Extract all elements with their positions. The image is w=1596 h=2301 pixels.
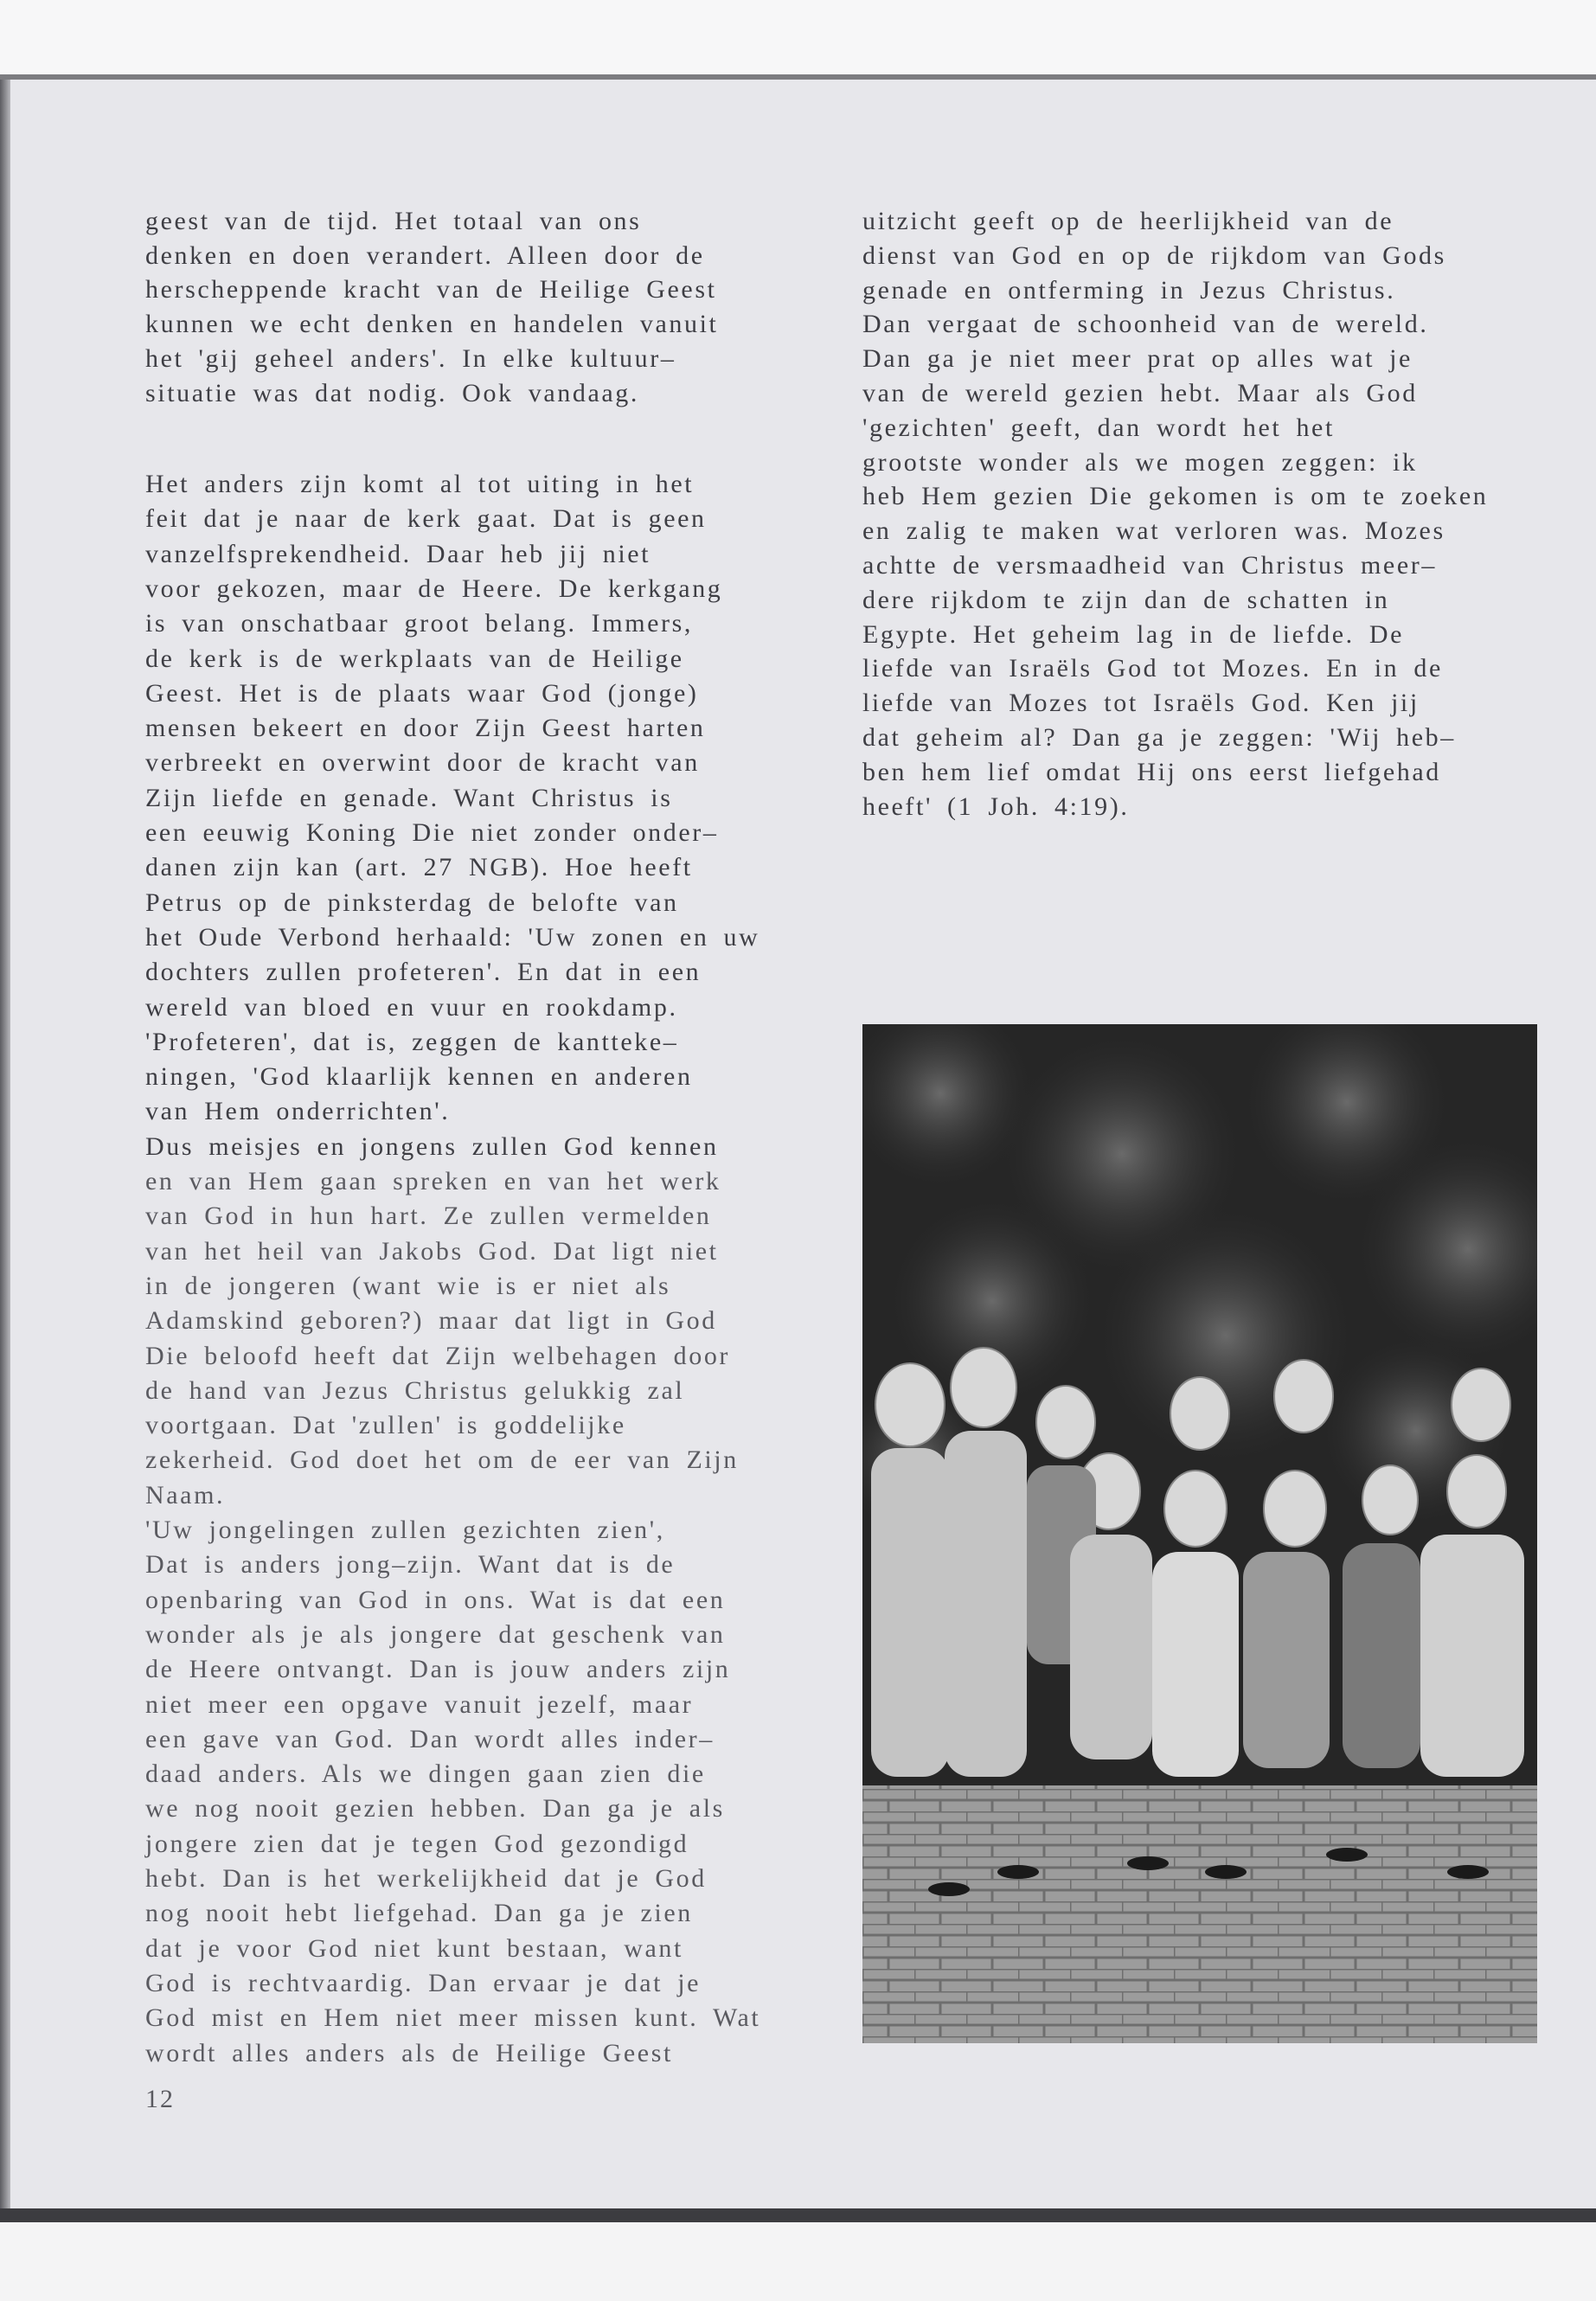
text-line: Naam. (145, 1480, 226, 1509)
text-line: vanzelfsprekendheid. Daar heb jij niet (145, 539, 651, 568)
text-line: voortgaan. Dat 'zullen' is goddelijke (145, 1411, 626, 1440)
text-line: nog nooit hebt liefgehad. Dan ga je zien (145, 1899, 693, 1928)
text-line: grootste wonder als we mogen zeggen: ik (862, 447, 1418, 477)
scan-bottom-margin (0, 2222, 1596, 2301)
text-line: kunnen we echt denken en handelen vanuit (145, 310, 719, 339)
text-line: niet meer een opgave vanuit jezelf, maar (145, 1689, 694, 1719)
text-line: dat geheim al? Dan ga je zeggen: 'Wij heb– (862, 723, 1456, 752)
text-line: heb Hem gezien Die gekomen is om te zoeken (862, 482, 1489, 511)
text-line: dat je voor God niet kunt bestaan, want (145, 1933, 683, 1963)
text-line: 'gezichten' geeft, dan wordt het het (862, 413, 1335, 442)
text-line: openbaring van God in ons. Wat is dat een (145, 1585, 726, 1614)
text-line: we nog nooit gezien hebben. Dan ga je als (145, 1794, 725, 1823)
text-line: achtte de versmaadheid van Christus meer– (862, 551, 1437, 580)
text-line: van Hem onderrichten'. (145, 1097, 451, 1126)
text-line: de hand van Jezus Christus gelukkig zal (145, 1375, 685, 1405)
text-line: Het anders zijn komt al tot uiting in het (145, 470, 695, 498)
text-line: 'Uw jongelingen zullen gezichten zien', (145, 1516, 665, 1544)
text-line: van God in hun hart. Ze zullen vermelden (145, 1202, 712, 1231)
text-line: dere rijkdom te zijn dan de schatten in (862, 585, 1390, 614)
text-line: Dus meisjes en jongens zullen God kennen (145, 1131, 719, 1161)
text-line: liefde van Israëls God tot Mozes. En in de (862, 654, 1443, 683)
text-line: mensen bekeert en door Zijn Geest harten (145, 714, 706, 743)
text-line: ningen, 'God klaarlijk kennen en anderen (145, 1062, 693, 1092)
text-line: Dan ga je niet meer prat op alles wat je (862, 344, 1413, 374)
text-line: in de jongeren (want wie is er niet als (145, 1271, 671, 1300)
text-line: is van onschatbaar groot belang. Immers, (145, 609, 694, 638)
text-line: en van Hem gaan spreken en van het werk (145, 1167, 721, 1195)
text-line: het 'gij geheel anders'. In elke kultuur– (145, 343, 676, 373)
text-line: verbreekt en overwint door de kracht van (145, 748, 700, 778)
text-line: genade en ontferming in Jezus Christus. (862, 275, 1396, 304)
text-line: het Oude Verbond herhaald: 'Uw zonen en uw (145, 922, 760, 952)
text-line: dienst van God en op de rijkdom van Gods (862, 240, 1446, 270)
text-line: een gave van God. Dan wordt alles inder– (145, 1724, 715, 1753)
text-line: zekerheid. God doet het om de eer van Zijn (145, 1445, 739, 1475)
text-line: een eeuwig Koning Die niet zonder onder– (145, 818, 719, 847)
text-line: van het heil van Jakobs God. Dat ligt niet (145, 1236, 719, 1266)
text-line: de Heere ontvangt. Dan is jouw anders zijn (145, 1655, 731, 1684)
text-line: wordt alles anders als de Heilige Geest (145, 2038, 673, 2067)
text-line: en zalig te maken wat verloren was. Mozes (862, 516, 1445, 546)
text-line: Egypte. Het geheim lag in de liefde. De (862, 619, 1405, 649)
text-line: danen zijn kan (art. 27 NGB). Hoe heeft (145, 853, 693, 882)
text-line: denken en doen verandert. Alleen door de (145, 240, 705, 270)
text-line: wonder als je als jongere dat geschenk van (145, 1619, 726, 1649)
text-line: God mist en Hem niet meer missen kunt. Wat (145, 2003, 761, 2033)
page-left-edge (0, 80, 10, 2216)
text-line: uitzicht geeft op de heerlijkheid van de (862, 207, 1394, 235)
text-line: Dan vergaat de schoonheid van de wereld. (862, 310, 1429, 339)
text-line: hebt. Dan is het werkelijkheid dat je God (145, 1864, 707, 1893)
text-line: Adamskind geboren?) maar dat ligt in God (145, 1306, 717, 1336)
page-number: 12 (145, 2085, 175, 2113)
text-line: dochters zullen profeteren'. En dat in een (145, 958, 702, 987)
text-line: Geest. Het is de plaats waar God (jonge) (145, 678, 699, 708)
group-photo (862, 1024, 1537, 2043)
text-line: wereld van bloed en vuur en rookdamp. (145, 992, 678, 1022)
text-line: 'Profeteren', dat is, zeggen de kantteke– (145, 1027, 679, 1056)
text-line: Petrus op de pinksterdag de belofte van (145, 888, 679, 917)
text-line: God is rechtvaardig. Dan ervaar je dat je (145, 1968, 702, 1997)
page-bottom-edge (0, 2208, 1596, 2222)
text-line: jongere zien dat je tegen God gezondigd (145, 1829, 689, 1858)
text-line: liefde van Mozes tot Israëls God. Ken jij (862, 689, 1420, 718)
text-line: Zijn liefde en genade. Want Christus is (145, 783, 673, 812)
text-line: heeft' (1 Joh. 4:19). (862, 792, 1130, 821)
text-line: situatie was dat nodig. Ook vandaag. (145, 378, 639, 407)
text-line: Dat is anders jong–zijn. Want dat is de (145, 1550, 676, 1580)
text-line: herscheppende kracht van de Heilige Geest (145, 275, 717, 304)
text-line: de kerk is de werkplaats van de Heilige (145, 644, 684, 673)
text-line: geest van de tijd. Het totaal van ons (145, 207, 642, 235)
group-photo-image (862, 1024, 1537, 2043)
text-line: ben hem lief omdat Hij ons eerst liefgehad (862, 757, 1441, 786)
scan-top-margin (0, 0, 1596, 80)
text-line: Die beloofd heeft dat Zijn welbehagen door (145, 1341, 731, 1370)
text-line: feit dat je naar de kerk gaat. Dat is geen (145, 504, 707, 534)
text-line: voor gekozen, maar de Heere. De kerkgang (145, 574, 723, 603)
text-line: daad anders. Als we dingen gaan zien die (145, 1759, 706, 1789)
text-line: van de wereld gezien hebt. Maar als God (862, 379, 1418, 407)
